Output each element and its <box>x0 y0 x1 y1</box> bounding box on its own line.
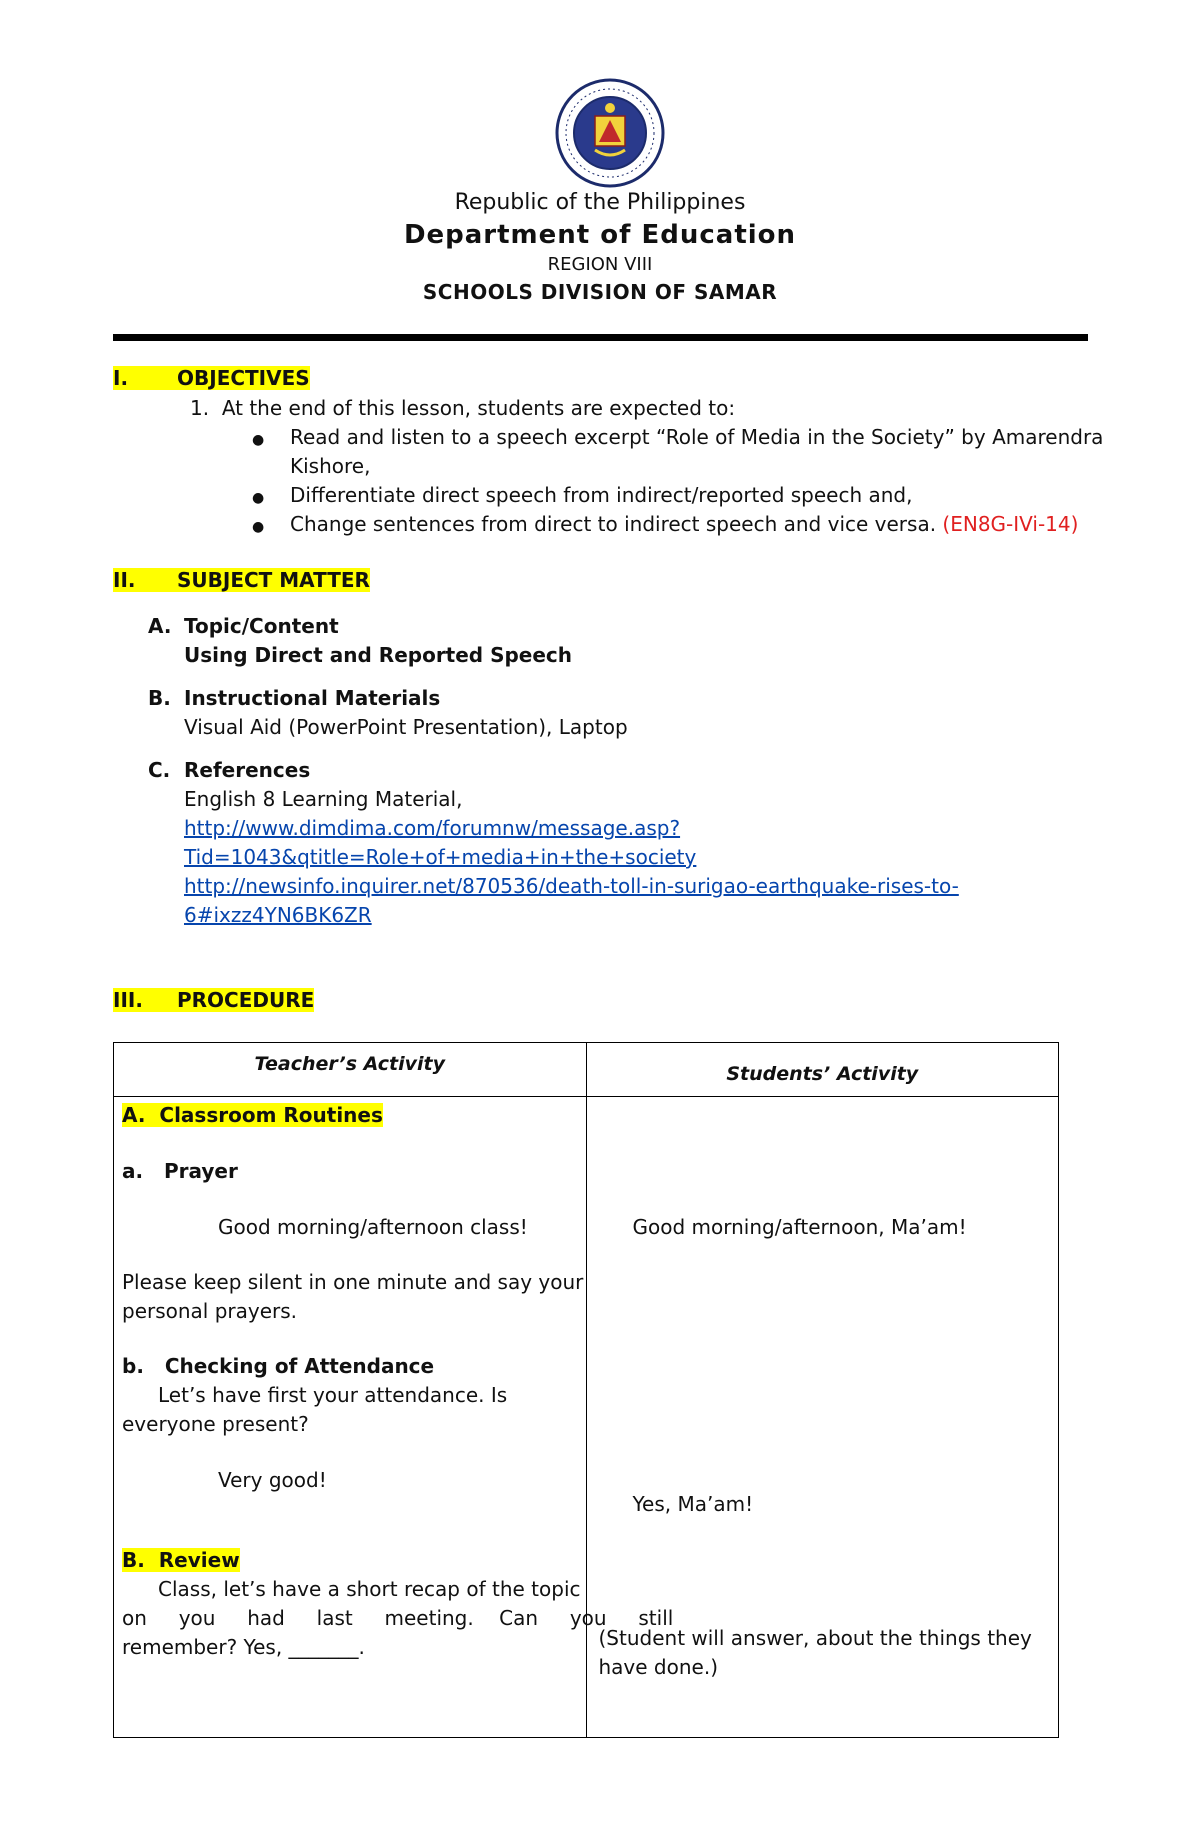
attendance-heading: b. Checking of Attendance <box>122 1354 435 1378</box>
teacher-greeting: Good morning/afternoon class! <box>218 1215 528 1239</box>
deped-seal-icon <box>555 78 665 188</box>
very-good-text: Very good! <box>218 1468 327 1492</box>
procedure-heading: III. PROCEDURE <box>113 988 315 1012</box>
materials-letter: B. <box>148 686 171 710</box>
reference-link-1[interactable]: http://www.dimdima.com/forumnw/message.asp? <box>184 816 681 840</box>
subject-heading: II. SUBJECT MATTER <box>113 568 370 592</box>
objectives-heading: I. OBJECTIVES <box>113 366 310 390</box>
students-greeting: Good morning/afternoon, Ma’am! <box>632 1215 967 1239</box>
references-title: References <box>184 758 311 782</box>
review-prompt-cont: on you had last meeting. Can you still <box>122 1606 674 1630</box>
reference-link-2[interactable]: http://newsinfo.inquirer.net/870536/death-toll-in-surigao-earthquake-rises-to- <box>184 874 959 898</box>
review-heading: B. Review <box>122 1548 240 1572</box>
reference-link-2-cont[interactable]: 6#ixzz4YN6BK6ZR <box>184 903 372 927</box>
topic-letter: A. <box>148 614 172 638</box>
prayer-instruction: Please keep silent in one minute and say your <box>122 1270 584 1294</box>
students-column-header: Students’ Activity <box>586 1043 1059 1097</box>
competency-code: (EN8G-IVi-14) <box>942 512 1079 536</box>
students-answer: (Student will answer, about the things they <box>598 1626 1032 1650</box>
references-value: English 8 Learning Material, <box>184 787 463 811</box>
prayer-instruction-cont: personal prayers. <box>122 1299 298 1323</box>
students-answer-cont: have done.) <box>598 1655 719 1679</box>
procedure-table <box>113 1042 1059 1738</box>
students-activity-cell <box>586 1097 1059 1738</box>
topic-value: Using Direct and Reported Speech <box>184 643 573 667</box>
prayer-heading: a. Prayer <box>122 1159 238 1183</box>
republic-heading: Republic of the Philippines <box>454 190 746 215</box>
department-heading: Department of Education <box>403 220 797 250</box>
bullet-icon: ● <box>252 490 265 506</box>
region-heading: REGION VIII <box>547 254 653 275</box>
division-heading: SCHOOLS DIVISION OF SAMAR <box>422 280 778 304</box>
objective-item: 1. At the end of this lesson, students are expected to: <box>190 396 736 420</box>
objective-bullet-1: Read and listen to a speech excerpt “Role of Media in the Society” by Amarendra <box>290 425 1104 449</box>
students-yes: Yes, Ma’am! <box>632 1492 754 1516</box>
references-letter: C. <box>148 758 171 782</box>
bullet-icon: ● <box>252 519 265 535</box>
routines-heading: A. Classroom Routines <box>122 1103 383 1127</box>
materials-value: Visual Aid (PowerPoint Presentation), Laptop <box>184 715 628 739</box>
header-divider <box>113 334 1088 341</box>
review-prompt-end: remember? Yes, _______. <box>122 1635 365 1659</box>
objective-bullet-2: Differentiate direct speech from indirect/reported speech and, <box>290 483 913 507</box>
teacher-column-header: Teacher’s Activity <box>114 1043 587 1097</box>
attendance-question-cont: everyone present? <box>122 1412 309 1436</box>
topic-title: Topic/Content <box>184 614 339 638</box>
attendance-question: Let’s have first your attendance. Is <box>158 1383 508 1407</box>
bullet-icon: ● <box>252 432 265 448</box>
objective-bullet-1-cont: Kishore, <box>290 454 371 478</box>
reference-link-1-cont[interactable]: Tid=1043&qtitle=Role+of+media+in+the+society <box>184 845 697 869</box>
materials-title: Instructional Materials <box>184 686 441 710</box>
review-prompt: Class, let’s have a short recap of the topic <box>158 1577 581 1601</box>
objective-bullet-3: Change sentences from direct to indirect speech and vice versa. (EN8G-IVi-14) <box>290 512 1079 536</box>
